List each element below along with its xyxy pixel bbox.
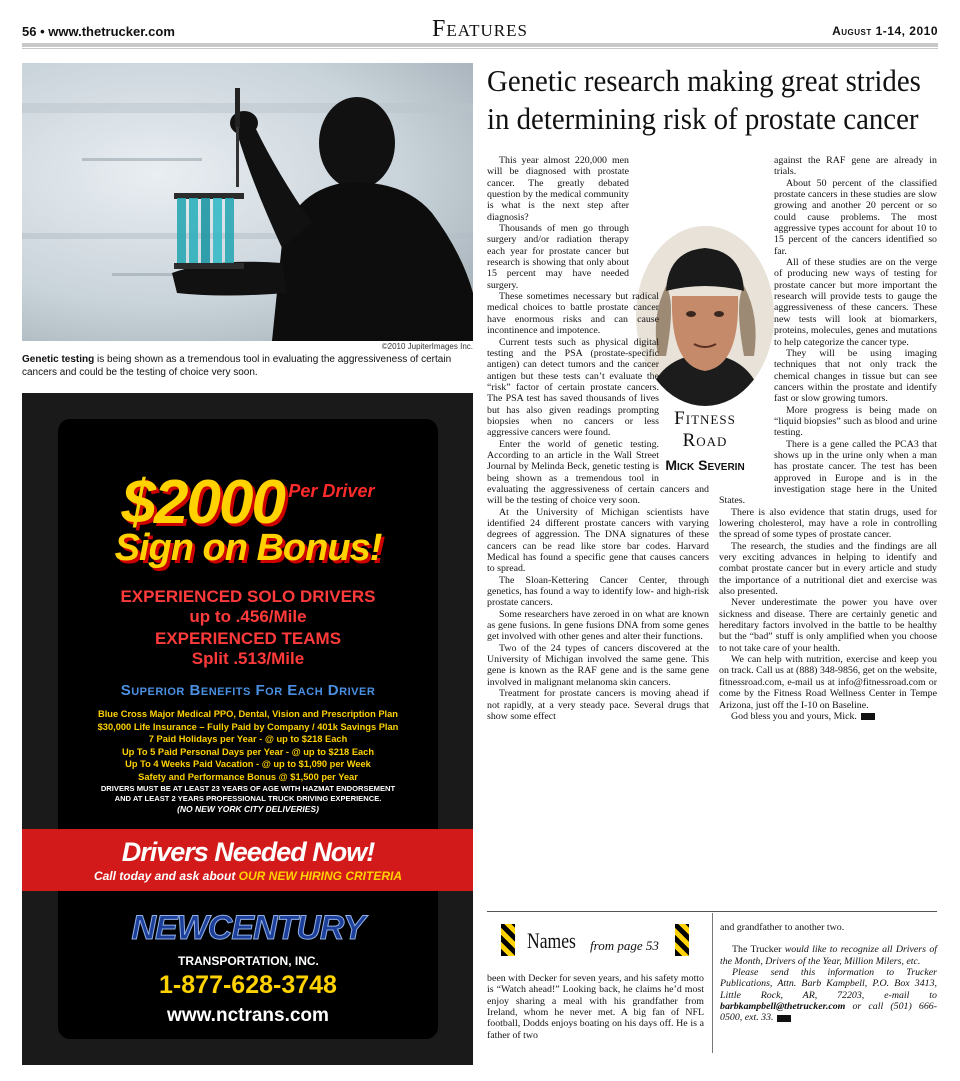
truck-end-icon	[777, 1015, 791, 1022]
headline-line-1: Genetic research making great strides	[487, 63, 921, 98]
ad-sign-on-bonus: Sign on Bonus!	[114, 527, 382, 569]
ad-benefit-item: Up To 5 Paid Personal Days per Year - @ up to $218 Each	[121, 746, 375, 757]
names-from-page: from page 53	[590, 938, 659, 953]
article-paragraph: Some researchers have zeroed in on what are known as gene fusions. In gene fusions DNA from some genes get involved with other genes and alter their functions.	[487, 608, 709, 643]
ad-phone: 1-877-628-3748	[159, 971, 337, 999]
hazard-stripe-icon	[675, 924, 689, 956]
article-paragraph: We can help with nutrition, exercise and keep you on track. Call us at (888) 348-9856, get on the website, fitnessroad.com, e-mail us at info@fitnessroad.com or come by the Fitness Road Wellness Center in Tempe Arizona, just off the I-10 on Baseline.	[719, 654, 937, 711]
names-column-1: been with Decker for seven years, and his safety motto is “Watch ahead!” Looking back, he claims he’d most enjoy sharing a meal with his grandfather from Ireland, whom he never met. A big fan of NFL football, Dodds enjoys boating on his days off. He is a father of two	[487, 973, 704, 1041]
article-paragraph: Never underestimate the power you have over sickness and disease. There are certainly genetic and hereditary factors involved in the battle to be healthy but the “bad” stuff is only amplified when you choose to not take care of your health.	[719, 597, 937, 654]
scientist-photo	[22, 63, 473, 341]
article-paragraph: There is also evidence that statin drugs, used for lowering cholesterol, may have a role in controlling the spread of some types of prostate cancer.	[719, 506, 937, 541]
ad-per-driver: Per Driver	[288, 481, 375, 501]
column-title-line-2: Road	[682, 430, 728, 451]
issue-date: August 1-14, 2010	[832, 24, 938, 38]
article-paragraph: Treatment for prostate cancers is moving ahead if not rapidly, at a very steady pace. Several drugs that show some effect	[487, 688, 709, 722]
caption-lead: Genetic testing	[22, 354, 95, 365]
names-title: Names	[527, 928, 576, 953]
ad-solo-rate: up to .456/Mile	[189, 607, 307, 626]
article-paragraph: All of these studies are on the verge of producing new ways of testing for prostate cancer but more important the research will provide tests to gauge the aggressiveness of these cancers. These new tests will look at biomarkers, proteins, molecules, genes and mutations to help categorize the cancer type.	[774, 257, 937, 348]
author-name: Mick Severin	[665, 457, 745, 473]
article-paragraph: More progress is being made on “liquid biopsies” such as blood and urine testing.	[774, 404, 937, 439]
recognition-notice: The Trucker would like to recognize all Drivers of the Month, Drivers of the Year, Million Milers, etc.	[720, 944, 937, 967]
ad-teams: EXPERIENCED TEAMS	[154, 629, 342, 648]
names-continuation-text: and grandfather to another two.	[720, 922, 845, 933]
ad-req-line: AND AT LEAST 2 YEARS PROFESSIONAL TRUCK DRIVING EXPERIENCE.	[114, 794, 382, 803]
ad-superior-benefits: Superior Benefits For Each Driver	[120, 682, 376, 699]
article-headline	[487, 62, 921, 138]
section-title: Features	[432, 16, 528, 42]
ad-drivers-needed: Drivers Needed Now!	[121, 837, 375, 867]
ad-benefit-item: $30,000 Life Insurance – Fully Paid by Company / 401k Savings Plan	[97, 721, 399, 732]
article-paragraph: The research, the studies and the findings are all very exciting advances in helping to identify and combat prostate cancer but in every article and study the importance of a nutritional diet and exercise was also presented.	[719, 540, 937, 598]
photo-wrap-spacer	[629, 215, 709, 283]
page-number-site: 56 • www.thetrucker.com	[22, 24, 175, 39]
header-rule	[22, 43, 938, 47]
names-column-2	[720, 922, 937, 1024]
column-title-line-1: Fitness	[674, 408, 736, 429]
article-column-2	[719, 155, 937, 900]
headline-line-2: in determining risk of prostate cancer	[487, 101, 919, 136]
ad-amount: $2000	[121, 468, 284, 537]
ad-benefits-list	[58, 708, 438, 783]
ad-benefit-item: Safety and Performance Bonus @ $1,500 per Year	[138, 771, 358, 782]
article-paragraph: This year almost 220,000 men will be diagnosed with prostate cancer. The greatly debated question by the medical community is what is the next step after diagnosis?	[487, 155, 629, 223]
article-paragraph: They will be using imaging techniques that not only track the chemical changes in tissue but can see cancers within the prostate and identify fast or slow growing tumors.	[774, 347, 937, 405]
article-column-1	[487, 155, 709, 900]
article-paragraph: Enter the world of genetic testing. According to an article in the Wall Street Journal by Melinda Beck, genetic testing is being shown as a tremendous tool in evaluating the aggressiveness of certain cancers and will be the testing of choice very soon.	[487, 438, 709, 507]
ad-solo-drivers: EXPERIENCED SOLO DRIVERS	[120, 587, 376, 606]
column-divider	[712, 913, 713, 1053]
header-rule-thin	[22, 48, 938, 49]
hazard-stripe-icon	[501, 924, 515, 956]
article-paragraph: There is a gene called the PCA3 that shows up in the urine only when a man has prostate cancer. The test has been approved in Europe and is in the investigation stage here in the United States.	[719, 438, 937, 507]
spacer	[720, 933, 937, 944]
truck-end-icon	[861, 713, 875, 720]
ad-panel	[58, 419, 438, 1039]
ad-hiring-criteria: OUR NEW HIRING CRITERIA	[238, 869, 403, 883]
ad-company-name: TRANSPORTATION, INC.	[178, 954, 319, 968]
ad-req-line: (NO NEW YORK CITY DELIVERIES)	[177, 804, 319, 814]
photo-credit: ©2010 JupiterImages Inc.	[381, 342, 473, 351]
names-continuation-header	[487, 920, 704, 962]
article-paragraph: About 50 percent of the classified prostate cancers in these studies are slow growing and another 20 percent or so could cause problems. The most aggressive types account for about 10 to 15 percent of the cancers identified so far.	[774, 177, 937, 257]
article-paragraph: At the University of Michigan scientists have identified 24 different prostate cancers with varying degrees of aggression. The DNA signatures of these cancers can be read like store bar codes. Harvard Medical has found a specific gene that causes cancers to spread.	[487, 506, 709, 575]
ad-requirements	[58, 784, 438, 814]
ad-req-line: DRIVERS MUST BE AT LEAST 23 YEARS OF AGE WITH HAZMAT ENDORSEMENT	[100, 784, 396, 793]
ad-drivers-needed-banner	[22, 829, 473, 891]
contact-email: barbkampbell@thetrucker.com	[720, 1001, 846, 1013]
photo-caption	[22, 353, 473, 379]
ad-teams-rate: Split .513/Mile	[191, 649, 305, 668]
article-paragraph: Two of the 24 types of cancers discovered at the University of Michigan involved the same gene. This gene is known as the RAF gene and is the same gene involved in malignant melanoma skin cancers.	[487, 642, 709, 688]
ad-website: www.nctrans.com	[167, 1005, 329, 1026]
article-paragraph: Current tests such as physical digital testing and the PSA (prostate-specific antigen) can detect tumors and the cancer antigen but these tests can’t evaluate the “risk” factor of certain prostate cancers. The PSA test has saved thousands of lives but has also given readings prompting biopsies when no cancers or less aggressive cancers were found.	[487, 336, 659, 439]
ad-benefit-item: Up To 4 Weeks Paid Vacation - @ up to $1,090 per Week	[125, 759, 371, 769]
section-divider	[487, 911, 937, 912]
ad-benefit-item: 7 Paid Holidays per Year - @ up to $218 Each	[148, 734, 348, 744]
scientist-silhouette	[22, 63, 473, 341]
newcentury-logo: NEWCENTURY	[131, 909, 365, 947]
photo-wrap-spacer	[719, 235, 774, 485]
submission-notice: Please send this information to Trucker Publications, Attn. Barb Kampbell, P.O. Box 3413, Little Rock, AR, 72203, e-mail to barbkampbell@thetrucker.com or call (501) 666-0500, ext. 33.	[720, 967, 937, 1024]
article-paragraph: Thousands of men go through surgery and/or radiation therapy each year for prostate cancer but research is showing that only about 15 percent may have needed surgery.	[487, 223, 629, 291]
ad-call-today: Call today and ask about OUR NEW HIRING CRITERIA	[93, 869, 403, 883]
caption-text: is being shown as a tremendous tool in evaluating the aggressiveness of certain cancers and could be the testing of choice very soon.	[22, 354, 452, 378]
newcentury-advertisement	[22, 393, 473, 1065]
article-paragraph: These sometimes necessary but radical medical choices to battle prostate cancer have enormous risks and can cause incontinence and impotence.	[487, 291, 659, 337]
article-signoff: God bless you and yours, Mick.	[719, 711, 937, 722]
photo-wrap-spacer	[659, 283, 709, 483]
ad-benefit-item: Blue Cross Major Medical PPO, Dental, Vision and Prescription Plan	[98, 709, 398, 719]
article-paragraph: against the RAF gene are already in trials.	[774, 155, 937, 178]
article-paragraph: The Sloan-Kettering Cancer Center, through genetics, has found a way to identify low- and high-risk prostate cancers.	[487, 574, 709, 609]
